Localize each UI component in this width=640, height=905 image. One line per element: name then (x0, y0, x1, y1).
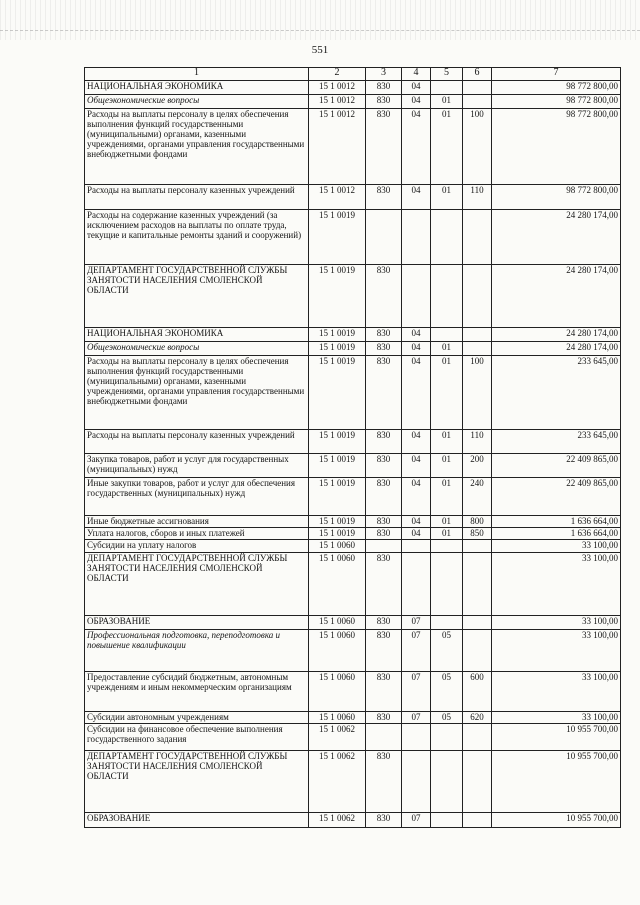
row-section-code: 04 (402, 109, 431, 185)
table-row (85, 813, 621, 828)
row-section-code: 07 (402, 712, 431, 724)
row-csr-code: 15 1 0019 (309, 210, 366, 265)
row-amount: 33 100,00 (492, 540, 621, 553)
row-section-code: 04 (402, 516, 431, 528)
row-grbs-code (366, 724, 402, 751)
row-csr-code: 15 1 0019 (309, 265, 366, 328)
row-amount: 24 280 174,00 (492, 342, 621, 356)
row-section-code: 04 (402, 81, 431, 95)
header-col-1: 1 (85, 68, 309, 81)
row-section-code (402, 724, 431, 751)
row-name: Расходы на выплаты персоналу в целях обеспечения выполнения функций государственными (муниципальными) органами, казенными учреждениями, органами управления государственными внебюджетными фондами (85, 356, 309, 430)
row-expense-type-code (463, 540, 492, 553)
row-grbs-code (366, 540, 402, 553)
row-csr-code: 15 1 0012 (309, 95, 366, 109)
row-subsection-code (431, 553, 463, 616)
row-name: Субсидии на уплату налогов (85, 540, 309, 553)
row-expense-type-code (463, 751, 492, 813)
row-csr-code: 15 1 0060 (309, 712, 366, 724)
row-grbs-code: 830 (366, 81, 402, 95)
row-grbs-code: 830 (366, 616, 402, 630)
row-amount: 10 955 700,00 (492, 751, 621, 813)
row-amount: 233 645,00 (492, 356, 621, 430)
row-csr-code: 15 1 0019 (309, 342, 366, 356)
row-expense-type-code: 100 (463, 109, 492, 185)
row-section-code: 04 (402, 430, 431, 454)
row-name: Расходы на выплаты персоналу в целях обеспечения выполнения функций государственными (муниципальными) органами, казенными учреждениями, органами управления государственными внебюджетными фондами (85, 109, 309, 185)
row-name: Общеэкономические вопросы (85, 95, 309, 109)
table-row (85, 751, 621, 813)
row-csr-code: 15 1 0019 (309, 478, 366, 516)
row-subsection-code (431, 81, 463, 95)
header-col-2: 2 (309, 68, 366, 81)
row-section-code: 07 (402, 672, 431, 712)
row-csr-code: 15 1 0060 (309, 553, 366, 616)
row-csr-code: 15 1 0019 (309, 516, 366, 528)
row-expense-type-code (463, 95, 492, 109)
page-number: 551 (311, 44, 329, 56)
row-subsection-code: 01 (431, 95, 463, 109)
header-col-3: 3 (366, 68, 402, 81)
row-grbs-code: 830 (366, 430, 402, 454)
row-section-code (402, 553, 431, 616)
row-subsection-code: 05 (431, 672, 463, 712)
row-csr-code: 15 1 0019 (309, 454, 366, 478)
row-subsection-code: 01 (431, 454, 463, 478)
table-row (85, 478, 621, 516)
row-name: Расходы на выплаты персоналу казенных учреждений (85, 430, 309, 454)
row-grbs-code: 830 (366, 813, 402, 828)
row-section-code: 04 (402, 185, 431, 210)
row-expense-type-code: 800 (463, 516, 492, 528)
table-row (85, 454, 621, 478)
table-row (85, 540, 621, 553)
row-section-code: 07 (402, 630, 431, 672)
row-name: ОБРАЗОВАНИЕ (85, 616, 309, 630)
row-grbs-code: 830 (366, 454, 402, 478)
header-col-7: 7 (492, 68, 621, 81)
row-grbs-code: 830 (366, 712, 402, 724)
table-row (85, 185, 621, 210)
row-expense-type-code (463, 81, 492, 95)
row-amount: 24 280 174,00 (492, 265, 621, 328)
row-amount: 1 636 664,00 (492, 528, 621, 540)
row-name: Расходы на выплаты персоналу казенных учреждений (85, 185, 309, 210)
row-name: ДЕПАРТАМЕНТ ГОСУДАРСТВЕННОЙ СЛУЖБЫ ЗАНЯТОСТИ НАСЕЛЕНИЯ СМОЛЕНСКОЙ ОБЛАСТИ (85, 751, 309, 813)
header-col-5: 5 (431, 68, 463, 81)
row-name: Расходы на содержание казенных учреждений (за исключением расходов на выплаты по оплате труда, текущие и капитальные ремонты зданий и сооружений) (85, 210, 309, 265)
table-row (85, 672, 621, 712)
row-csr-code: 15 1 0012 (309, 81, 366, 95)
row-amount: 22 409 865,00 (492, 478, 621, 516)
row-name: НАЦИОНАЛЬНАЯ ЭКОНОМИКА (85, 81, 309, 95)
table-row (85, 553, 621, 616)
scan-noise-line (0, 30, 640, 37)
row-grbs-code: 830 (366, 751, 402, 813)
row-expense-type-code (463, 210, 492, 265)
row-subsection-code (431, 751, 463, 813)
row-subsection-code: 05 (431, 630, 463, 672)
row-expense-type-code (463, 553, 492, 616)
row-expense-type-code (463, 724, 492, 751)
table-row (85, 528, 621, 540)
table-row (85, 342, 621, 356)
row-subsection-code: 01 (431, 516, 463, 528)
row-expense-type-code (463, 342, 492, 356)
row-expense-type-code (463, 616, 492, 630)
header-col-6: 6 (463, 68, 492, 81)
header-col-4: 4 (402, 68, 431, 81)
row-section-code: 07 (402, 616, 431, 630)
row-grbs-code: 830 (366, 109, 402, 185)
row-amount: 33 100,00 (492, 712, 621, 724)
row-expense-type-code: 100 (463, 356, 492, 430)
row-subsection-code (431, 540, 463, 553)
row-name: Предоставление субсидий бюджетным, автономным учреждениям и иным некоммерческим организациям (85, 672, 309, 712)
row-name: Иные закупки товаров, работ и услуг для обеспечения государственных (муниципальных) нужд (85, 478, 309, 516)
row-name: НАЦИОНАЛЬНАЯ ЭКОНОМИКА (85, 328, 309, 342)
row-amount: 98 772 800,00 (492, 81, 621, 95)
row-amount: 10 955 700,00 (492, 724, 621, 751)
row-expense-type-code (463, 813, 492, 828)
row-csr-code: 15 1 0062 (309, 724, 366, 751)
row-subsection-code (431, 210, 463, 265)
row-name: Субсидии на финансовое обеспечение выполнения государственного задания (85, 724, 309, 751)
table-row (85, 616, 621, 630)
row-expense-type-code: 620 (463, 712, 492, 724)
row-csr-code: 15 1 0062 (309, 751, 366, 813)
table-row (85, 81, 621, 95)
row-csr-code: 15 1 0019 (309, 328, 366, 342)
row-name: ДЕПАРТАМЕНТ ГОСУДАРСТВЕННОЙ СЛУЖБЫ ЗАНЯТОСТИ НАСЕЛЕНИЯ СМОЛЕНСКОЙ ОБЛАСТИ (85, 553, 309, 616)
row-amount: 98 772 800,00 (492, 185, 621, 210)
table-row (85, 712, 621, 724)
row-csr-code: 15 1 0012 (309, 185, 366, 210)
row-grbs-code (366, 210, 402, 265)
row-amount: 33 100,00 (492, 553, 621, 616)
row-subsection-code: 01 (431, 185, 463, 210)
row-section-code (402, 751, 431, 813)
row-subsection-code: 05 (431, 712, 463, 724)
row-grbs-code: 830 (366, 328, 402, 342)
row-grbs-code: 830 (366, 672, 402, 712)
table-body (85, 81, 621, 828)
row-subsection-code: 01 (431, 109, 463, 185)
header-row (85, 68, 621, 81)
row-subsection-code: 01 (431, 430, 463, 454)
row-subsection-code: 01 (431, 478, 463, 516)
row-csr-code: 15 1 0012 (309, 109, 366, 185)
row-expense-type-code: 240 (463, 478, 492, 516)
row-csr-code: 15 1 0060 (309, 630, 366, 672)
row-csr-code: 15 1 0060 (309, 616, 366, 630)
row-expense-type-code (463, 630, 492, 672)
row-subsection-code: 01 (431, 342, 463, 356)
table-row (85, 724, 621, 751)
row-grbs-code: 830 (366, 185, 402, 210)
row-amount: 1 636 664,00 (492, 516, 621, 528)
row-amount: 233 645,00 (492, 430, 621, 454)
table-row (85, 430, 621, 454)
row-grbs-code: 830 (366, 630, 402, 672)
row-csr-code: 15 1 0060 (309, 672, 366, 712)
table-row (85, 210, 621, 265)
row-amount: 24 280 174,00 (492, 328, 621, 342)
row-section-code: 04 (402, 528, 431, 540)
table-row (85, 516, 621, 528)
row-amount: 98 772 800,00 (492, 95, 621, 109)
row-amount: 24 280 174,00 (492, 210, 621, 265)
row-name: ДЕПАРТАМЕНТ ГОСУДАРСТВЕННОЙ СЛУЖБЫ ЗАНЯТОСТИ НАСЕЛЕНИЯ СМОЛЕНСКОЙ ОБЛАСТИ (85, 265, 309, 328)
row-section-code (402, 265, 431, 328)
row-section-code: 04 (402, 342, 431, 356)
table-row (85, 109, 621, 185)
row-section-code: 04 (402, 328, 431, 342)
table-row (85, 356, 621, 430)
row-expense-type-code: 850 (463, 528, 492, 540)
row-subsection-code: 01 (431, 528, 463, 540)
row-name: Общеэкономические вопросы (85, 342, 309, 356)
row-csr-code: 15 1 0019 (309, 430, 366, 454)
row-grbs-code: 830 (366, 342, 402, 356)
table-row (85, 265, 621, 328)
row-name: Закупка товаров, работ и услуг для государственных (муниципальных) нужд (85, 454, 309, 478)
budget-table (84, 67, 621, 828)
row-name: ОБРАЗОВАНИЕ (85, 813, 309, 828)
row-section-code: 04 (402, 478, 431, 516)
row-subsection-code (431, 724, 463, 751)
row-grbs-code: 830 (366, 356, 402, 430)
row-name: Профессиональная подготовка, переподготовка и повышение квалификации (85, 630, 309, 672)
row-amount: 22 409 865,00 (492, 454, 621, 478)
row-subsection-code (431, 813, 463, 828)
row-expense-type-code: 110 (463, 185, 492, 210)
row-section-code: 04 (402, 454, 431, 478)
row-expense-type-code: 110 (463, 430, 492, 454)
row-amount: 98 772 800,00 (492, 109, 621, 185)
row-grbs-code: 830 (366, 516, 402, 528)
row-expense-type-code: 600 (463, 672, 492, 712)
row-name: Уплата налогов, сборов и иных платежей (85, 528, 309, 540)
row-subsection-code (431, 265, 463, 328)
row-csr-code: 15 1 0062 (309, 813, 366, 828)
row-expense-type-code: 200 (463, 454, 492, 478)
row-section-code: 04 (402, 356, 431, 430)
row-grbs-code: 830 (366, 553, 402, 616)
row-grbs-code: 830 (366, 528, 402, 540)
row-subsection-code: 01 (431, 356, 463, 430)
row-amount: 33 100,00 (492, 616, 621, 630)
row-grbs-code: 830 (366, 478, 402, 516)
row-expense-type-code (463, 328, 492, 342)
row-amount: 10 955 700,00 (492, 813, 621, 828)
row-section-code (402, 210, 431, 265)
table-row (85, 95, 621, 109)
row-amount: 33 100,00 (492, 672, 621, 712)
row-amount: 33 100,00 (492, 630, 621, 672)
table-row (85, 630, 621, 672)
row-grbs-code: 830 (366, 265, 402, 328)
row-name: Иные бюджетные ассигнования (85, 516, 309, 528)
row-csr-code: 15 1 0019 (309, 356, 366, 430)
row-name: Субсидии автономным учреждениям (85, 712, 309, 724)
row-csr-code: 15 1 0060 (309, 540, 366, 553)
row-subsection-code (431, 328, 463, 342)
row-section-code: 07 (402, 813, 431, 828)
row-grbs-code: 830 (366, 95, 402, 109)
table-row (85, 328, 621, 342)
row-subsection-code (431, 616, 463, 630)
row-expense-type-code (463, 265, 492, 328)
row-section-code (402, 540, 431, 553)
row-csr-code: 15 1 0019 (309, 528, 366, 540)
row-section-code: 04 (402, 95, 431, 109)
